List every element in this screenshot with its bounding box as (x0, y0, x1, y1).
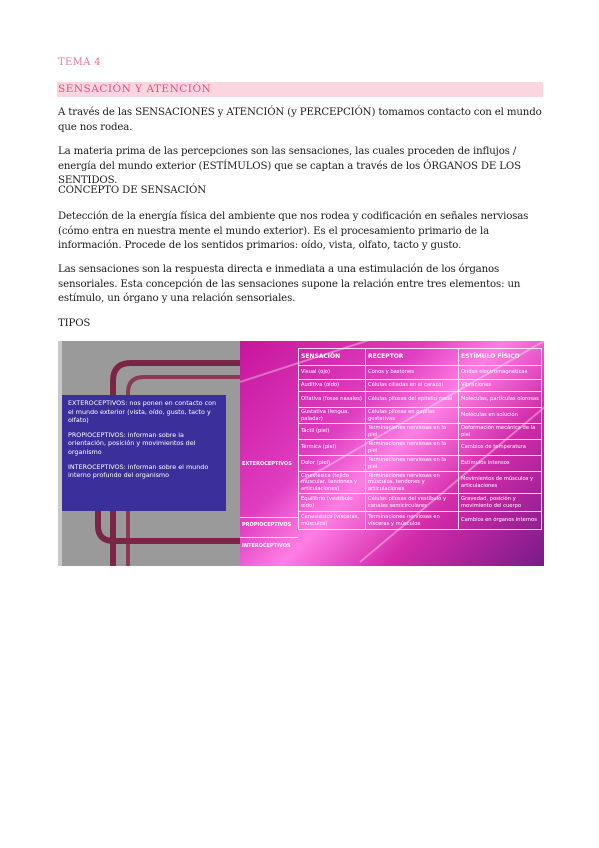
table-row (299, 472, 542, 494)
type-exteroceptivos: EXTEROCEPTIVOS: nos ponen en contacto con el mundo exterior (vista, oído, gusto, tacto y olfato) (68, 399, 217, 425)
table-cell: Ondas electromagnéticas (459, 366, 542, 380)
table-row (299, 456, 542, 472)
paragraph-intro: A través de las SENSACIONES y ATENCIÓN (y PERCEPCIÓN) tomamos contacto con el mundo que nos rodea. (58, 107, 542, 133)
table-cell: Células pilosas del vestíbulo y canales semicirculares (366, 494, 459, 512)
table-cell: Estímulos intensos (459, 456, 542, 472)
table-cell: Equilibrio (vestíbulo oído) (299, 494, 366, 512)
table-cell: Cinestésica (tejido muscular, tendones y articulaciones) (299, 472, 366, 494)
table-cell: Dolor (piel) (299, 456, 366, 472)
table-row (299, 512, 542, 530)
table-row (299, 366, 542, 380)
paragraph-materia-prima: La materia prima de las percepciones son las sensaciones, las cuales proceden de influjos / energía del mundo exterior (ESTÍMULOS) que se captan a través de los ÓRGANOS DE LOS SENTIDOS. (58, 146, 521, 186)
table-cell: Gravedad, posición y movimiento del cuerpo (459, 494, 542, 512)
chapter-label: TEMA 4 (58, 57, 101, 68)
table-cell: Células ciliadas en el caracol (366, 380, 459, 392)
table-cell: Gustativa (lengua, paladar) (299, 408, 366, 424)
table-cell: Auditiva (oído) (299, 380, 366, 392)
table-cell: Cambios en órganos internos (459, 512, 542, 530)
table-cell: Visual (ojo) (299, 366, 366, 380)
types-summary-box (62, 395, 226, 511)
table-cell: Terminaciones nerviosas en músculos, tendones y articulaciones (366, 472, 459, 494)
group-label-interoceptivos: INTEROCEPTIVOS (242, 543, 291, 549)
table-cell: Deformación mecánica de la piel (459, 424, 542, 440)
table-cell: Olfativa (fosas nasales) (299, 392, 366, 408)
header-receptor: RECEPTOR (366, 349, 459, 366)
figure-table-panel (240, 341, 544, 566)
figure-left-panel (58, 341, 240, 566)
table-cell: Movimientos de músculos y articulaciones (459, 472, 542, 494)
type-propioceptivos: PROPIOCEPTIVOS: informan sobre la orientación, posición y movimientos del organismo (68, 430, 196, 456)
tipos-figure (58, 341, 544, 566)
table-cell: Terminaciones nerviosas en la piel (366, 440, 459, 456)
table-cell: Células pilosas en papilas gustativas (366, 408, 459, 424)
table-cell: Moléculas en solución (459, 408, 542, 424)
table-header-row (299, 349, 542, 366)
subheading-concepto: CONCEPTO DE SENSACIÓN (58, 185, 206, 196)
header-estimulo: ESTÍMULO FÍSICO (459, 349, 542, 366)
table-cell: Cenestésica (vísceras, músculos) (299, 512, 366, 530)
type-interoceptivos: INTEROCEPTIVOS: informan sobre el mundo interno profundo del organismo (68, 462, 209, 480)
paragraph-sensaciones: Las sensaciones son la respuesta directa e inmediata a una estimulación de los órganos sensoriales. Esta concepción de las sensaciones supone la relación entre tres elementos: un estímulo, un órgano y una relación sensoriales. (58, 264, 521, 304)
sensation-table (298, 348, 542, 530)
section-heading (57, 82, 543, 97)
table-cell: Vibraciones (459, 380, 542, 392)
table-row (299, 380, 542, 392)
table-row (299, 408, 542, 424)
table-cell: Terminaciones nerviosas en vísceras y músculos (366, 512, 459, 530)
table-cell: Terminaciones nerviosas en la piel (366, 456, 459, 472)
table-row (299, 424, 542, 440)
table-row (299, 494, 542, 512)
table-cell: Células pilosas del epitelio nasal (366, 392, 459, 408)
paragraph-deteccion: Detección de la energía física del ambiente que nos rodea y codificación en señales nerviosas (cómo entra en nuestra mente el mundo exterior). Es el procesamiento primario de la información. Procede de los sentidos primarios: oído, vista, olfato, tacto y gusto. (58, 211, 529, 251)
group-label-exteroceptivos: EXTEROCEPTIVOS (242, 461, 292, 467)
table-cell: Cambios de temperatura (459, 440, 542, 456)
header-sensacion: SENSACIÓN (299, 349, 366, 366)
section-heading-text: SENSACIÓN Y ATENCIÓN (58, 83, 212, 95)
group-label-propioceptivos: PROPIOCEPTIVOS (242, 522, 292, 528)
table-cell: Conos y bastones (366, 366, 459, 380)
subheading-tipos: TIPOS (58, 318, 91, 329)
table-cell: Térmica (piel) (299, 440, 366, 456)
table-cell: Terminaciones nerviosas en la piel (366, 424, 459, 440)
table-row (299, 392, 542, 408)
table-cell: Táctil (piel) (299, 424, 366, 440)
table-cell: Moléculas, partículas olorosas (459, 392, 542, 408)
table-row (299, 440, 542, 456)
